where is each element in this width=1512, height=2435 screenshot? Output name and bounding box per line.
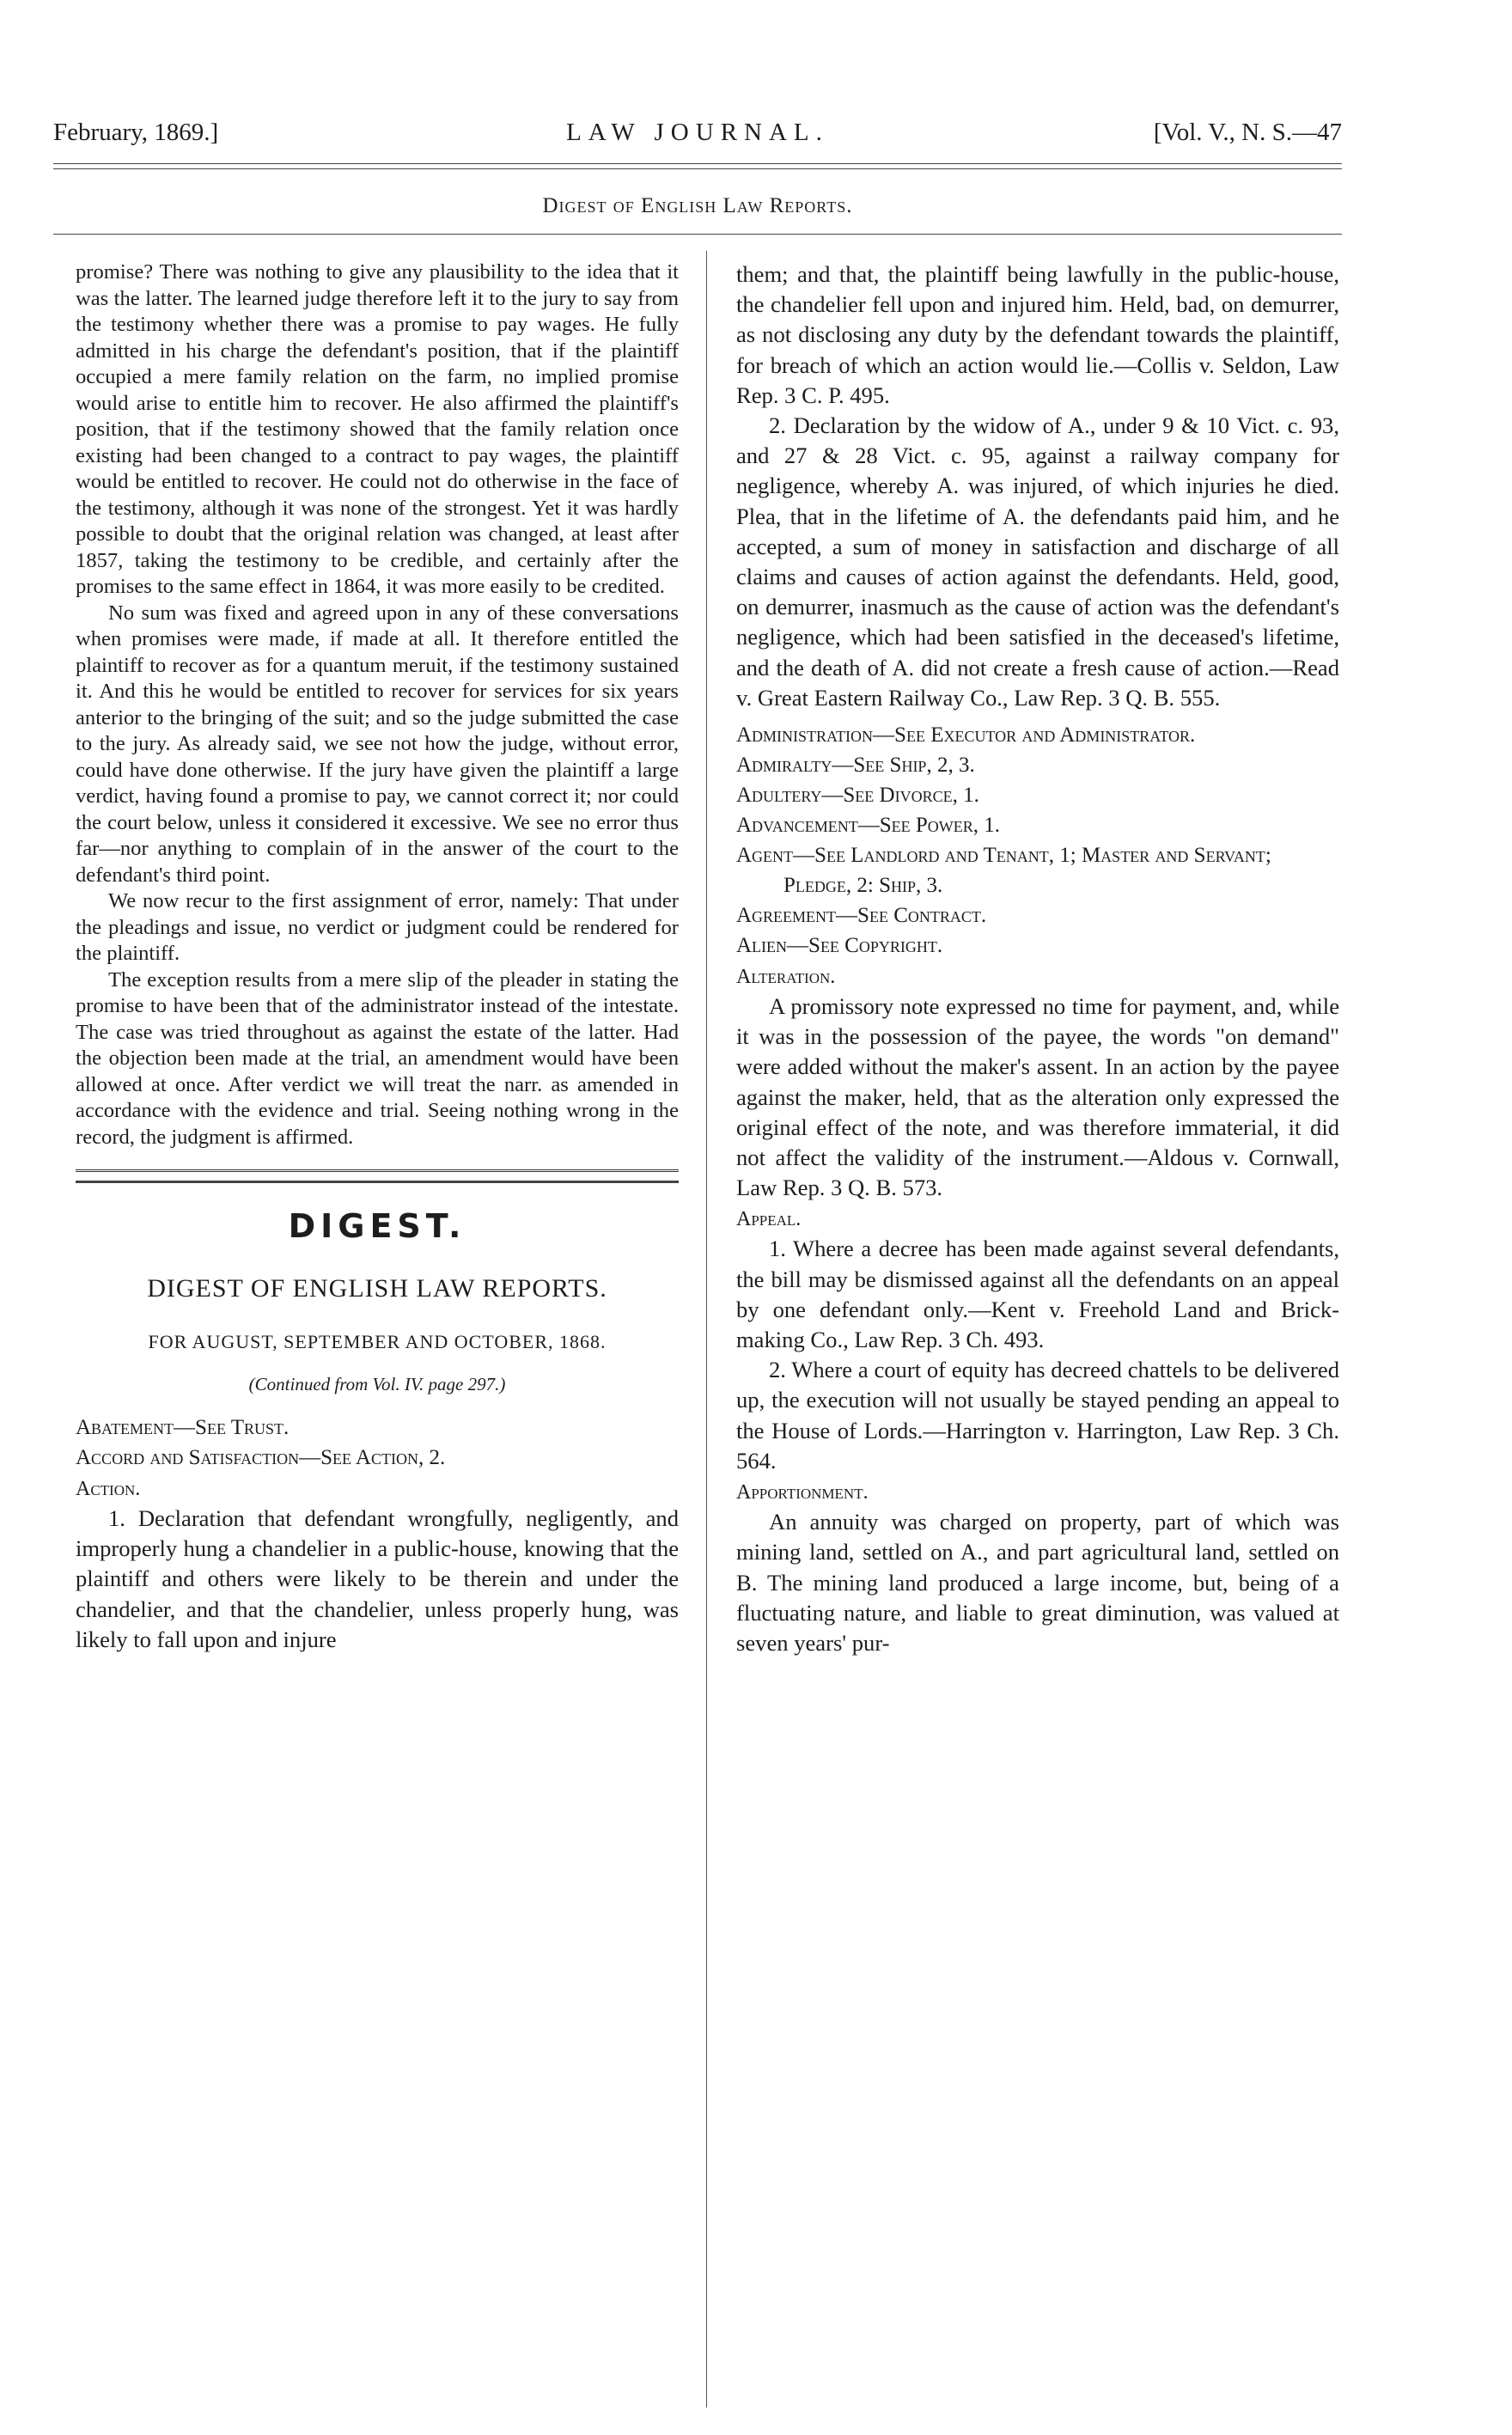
cross-reference: Administration—See Executor and Administrator. bbox=[736, 723, 1196, 748]
digest-continued-note: (Continued from Vol. IV. page 297.) bbox=[248, 1374, 506, 1394]
subtitle-rule bbox=[53, 234, 1342, 235]
cross-reference: Agent—See Landlord and Tenant, 1; Master and Servant; Pledge, 2: Ship, 3. bbox=[736, 844, 1271, 898]
digest-entry: 1. Where a decree has been made against several defendants, the bill may be dismissed against all the defendants on an appeal by one defendant only.—Kent v. Freehold Land and Brick-making Co., Law Rep. 3 Ch. 493. bbox=[736, 1236, 1339, 1353]
cross-reference: Admiralty—See Ship, 2, 3. bbox=[736, 754, 975, 778]
paragraph: We now recur to the first assignment of error, namely: That under the pleadings and issue, no verdict or judgment could be rendered for the plaintiff. bbox=[76, 889, 679, 965]
cross-reference: Agreement—See Contract. bbox=[736, 904, 987, 928]
digest-entry: 1. Declaration that defendant wrongfully, negligently, and improperly hung a chandelier in a public-house, knowing that the plaintiff and others were likely to be therein and under the chandelier, and that the chandelier, unless properly hung, was likely to fall upon and injure bbox=[76, 1505, 679, 1652]
section-heading: Alteration. bbox=[736, 966, 836, 989]
header-date: February, 1869.] bbox=[53, 119, 219, 146]
header-rule-second bbox=[53, 168, 1342, 169]
section-heading: Appeal. bbox=[736, 1208, 802, 1231]
column-divider bbox=[706, 251, 707, 2408]
cross-reference: Alien—See Copyright. bbox=[736, 934, 943, 958]
left-column bbox=[76, 259, 679, 1655]
digest-heading: DIGEST. bbox=[288, 1207, 466, 1245]
header-journal-title: LAW JOURNAL. bbox=[566, 119, 829, 146]
digest-period: FOR AUGUST, SEPTEMBER AND OCTOBER, 1868. bbox=[148, 1331, 607, 1352]
cross-reference: Accord and Satisfaction—See Action, 2. bbox=[76, 1446, 446, 1469]
right-column bbox=[736, 259, 1339, 1658]
page-subtitle: Digest of English Law Reports. bbox=[542, 194, 853, 217]
paragraph: No sum was fixed and agreed upon in any of these conversations when promises were made, if made at all. It therefore entitled the plaintiff to recover as for a quantum meruit, if the testimony sustained it. And this he would be entitled to recover for services for six years anterior to the bringing of the suit; and so the judge submitted the case to the jury. As already said, we see not how the judge, without error, could have done otherwise. If the jury have given the plaintiff a large verdict, having found a promise to pay, we cannot correct it; nor could the court below, unless it considered it excessive. We see no error thus far—nor anything to complain of in the answer of the court to the defendant's third point. bbox=[76, 601, 679, 887]
running-header bbox=[53, 119, 1342, 153]
ornamental-rule bbox=[76, 1169, 679, 1183]
section-heading: Apportionment. bbox=[736, 1481, 869, 1504]
header-volume: [Vol. V., N. S.—47 bbox=[1153, 119, 1342, 146]
paragraph: promise? There was nothing to give any plausibility to the idea that it was the latter. The learned judge therefore left it to the jury to say from the testimony whether there was a promise to pay wages. He fully admitted in his charge the defendant's position, that if the plaintiff occupied a mere family relation on the farm, no implied promise would arise to entitle him to recover. He also affirmed the plaintiff's position, that if the testimony showed that the family relation once existing had been changed to a contract to pay wages, the plaintiff would be entitled to recover. He could not do otherwise in the face of the testimony, although it was none of the strongest. Yet it was hardly possible to doubt that the original relation was changed, at least after 1857, taking the testimony to be credible, and certainly after the promises to the same effect in 1864, it was more easily to be credited. bbox=[76, 260, 679, 598]
digest-entry: 2. Declaration by the widow of A., under 9 & 10 Vict. c. 93, and 27 & 28 Vict. c. 95, against a railway company for negligence, whereby A. was injured, of which injuries he died. Plea, that in the lifetime of A. the defendants paid him, and he accepted, a sum of money in satisfaction and discharge of all claims and causes of action against the defendants. Held, good, on demurrer, inasmuch as the cause of action was the defendant's negligence, which had been satisfied in the deceased's lifetime, and the death of A. did not create a fresh cause of action.—Read v. Great Eastern Railway Co., Law Rep. 3 Q. B. 555. bbox=[736, 412, 1339, 711]
cross-reference: Advancement—See Power, 1. bbox=[736, 814, 1001, 838]
cross-reference: Abatement—See Trust. bbox=[76, 1416, 290, 1439]
digest-subheading: DIGEST OF ENGLISH LAW REPORTS. bbox=[147, 1274, 607, 1303]
digest-entry: 2. Where a court of equity has decreed chattels to be delivered up, the execution will not usually be stayed pending an appeal to the House of Lords.—Harrington v. Harrington, Law Rep. 3 Ch. 564. bbox=[736, 1357, 1339, 1474]
header-rule-top bbox=[53, 163, 1342, 164]
section-heading: Action. bbox=[76, 1478, 141, 1500]
digest-entry: A promissory note expressed no time for payment, and, while it was in the possession of the payee, the words "on demand" were added without the maker's assent. In an action by the payee against the maker, held, that as the alteration only expressed the original effect of the note, and was therefore immaterial, it did not affect the validity of the instrument.—Aldous v. Cornwall, Law Rep. 3 Q. B. 573. bbox=[736, 993, 1339, 1201]
digest-entry: them; and that, the plaintiff being lawfully in the public-house, the chandelier fell upon and injured him. Held, bad, on demurrer, as not disclosing any duty by the defendant towards the plaintiff, for breach of which an action would lie.—Collis v. Seldon, Law Rep. 3 C. P. 495. bbox=[736, 261, 1339, 408]
digest-entry: An annuity was charged on property, part of which was mining land, settled on A., and part agricultural land, settled on B. The mining land produced a large income, but, being of a fluctuating nature, and liable to great diminution, was valued at seven years' pur- bbox=[736, 1509, 1339, 1656]
paragraph: The exception results from a mere slip of the pleader in stating the promise to have been that of the administrator instead of the intestate. The case was tried throughout as against the estate of the latter. Had the objection been made at the trial, an amendment would have been allowed at once. After verdict we will treat the narr. as amended in accordance with the evidence and trial. Seeing nothing wrong in the record, the judgment is affirmed. bbox=[76, 967, 679, 1149]
cross-reference: Adultery—See Divorce, 1. bbox=[736, 784, 979, 808]
